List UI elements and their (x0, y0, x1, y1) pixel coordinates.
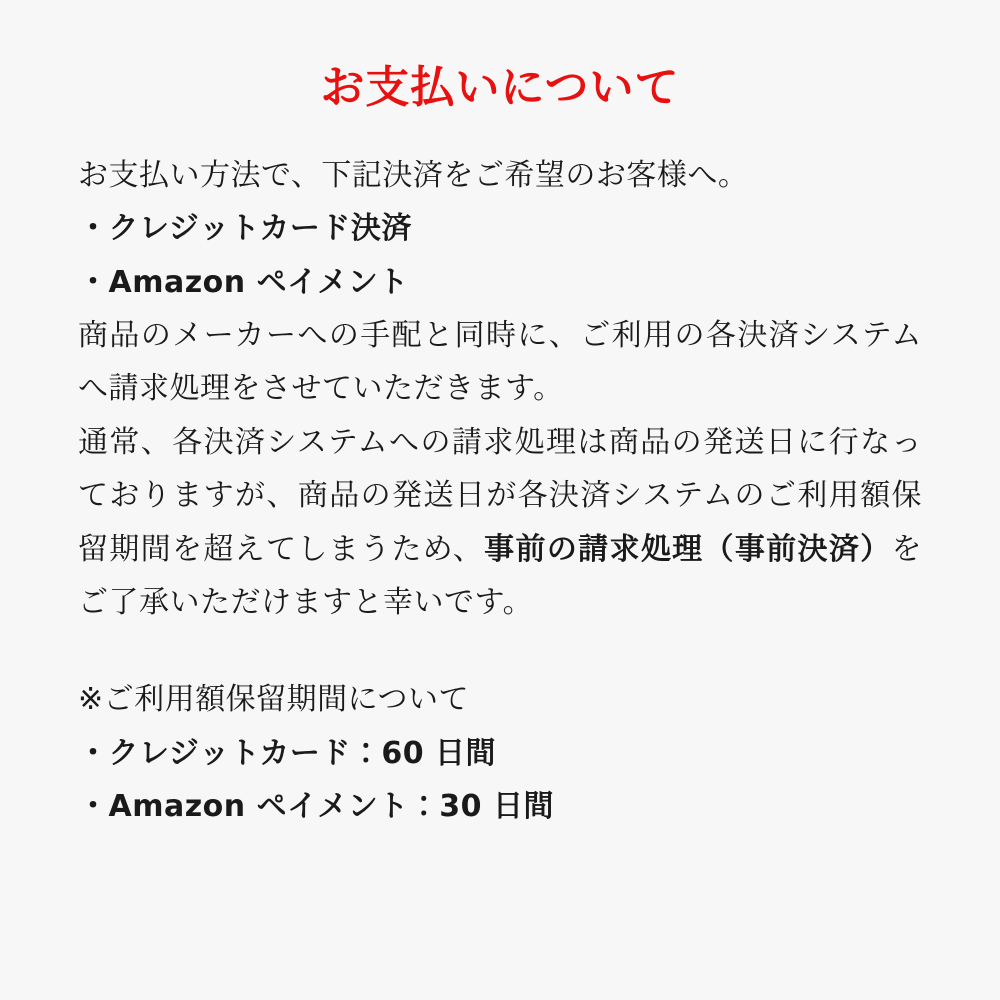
page-title: お支払いについて (320, 62, 680, 113)
paragraph-advance-billing-emphasis: 事前の請求処理（事前決済） (484, 531, 892, 567)
note-item-credit-card: ・クレジットカード：60 日間 (78, 735, 497, 771)
paragraph-advance-billing (78, 416, 922, 630)
payment-method-credit-card: ・クレジットカード決済 (78, 211, 412, 247)
paragraph-advance-billing-part1: 通常、各決済システムへの請求処理は商品の発送日に行なっておりますが、商品の発送日が各決済システムのご利用額保留期間を超えてしまうため、 (78, 424, 922, 567)
note-heading: ※ご利用額保留期間について (78, 682, 470, 718)
document-body (78, 149, 922, 834)
paragraph-spacer (78, 629, 922, 673)
paragraph-advance-billing-part2: をご了承いただけますと幸いです。 (78, 531, 922, 620)
intro-line: お支払い方法で、下記決済をご希望のお客様へ。 (78, 157, 749, 193)
paragraph-billing-timing: 商品のメーカーへの手配と同時に、ご利用の各決済システムへ請求処理をさせていただきます。 (78, 317, 922, 407)
note-item-amazon-payment: ・Amazon ペイメント：30 日間 (78, 789, 554, 825)
payment-method-amazon-payment: ・Amazon ペイメント (78, 264, 409, 300)
